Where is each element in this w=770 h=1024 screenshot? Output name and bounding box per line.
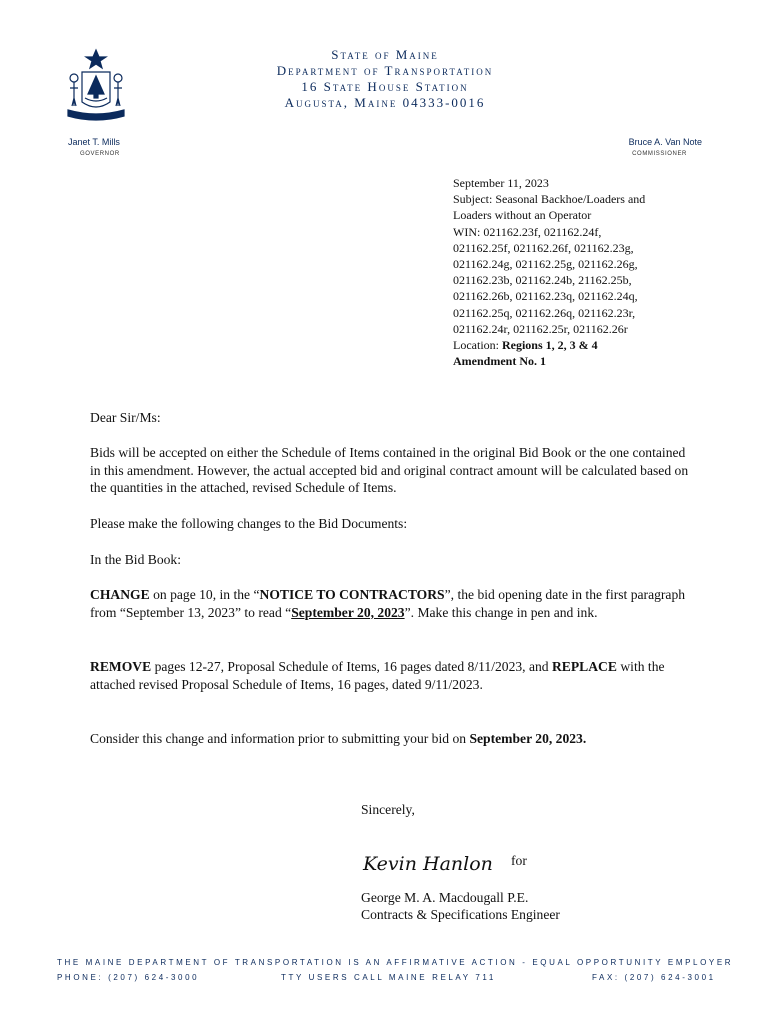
subject-block <box>453 175 713 369</box>
consider-text: Consider this change and information prior to submitting your bid on <box>90 731 470 746</box>
consider-date: September 20, 2023. <box>469 731 587 746</box>
win-line: 021162.26b, 021162.23q, 021162.24q, <box>453 289 638 304</box>
win-line: 021162.25q, 021162.26q, 021162.23r, <box>453 305 636 320</box>
remove-keyword: REMOVE <box>90 659 152 674</box>
location-line <box>453 337 713 353</box>
footer-fax: FAX: (207) 624-3001 <box>592 973 716 982</box>
governor-title: GOVERNOR <box>80 151 120 157</box>
win-line: WIN: 021162.23f, 021162.24f, <box>453 224 602 239</box>
agency-state: State of Maine <box>331 47 439 62</box>
agency-city: Augusta, Maine 04333-0016 <box>284 95 486 110</box>
agency-address <box>240 47 530 111</box>
win-line: 021162.23b, 021162.24b, 21162.25b, <box>453 273 632 288</box>
remove-text: with the attached revised Proposal Schedule of Items, 16 pages, dated 9/11/2023. <box>90 659 665 692</box>
location-value: Regions 1, 2, 3 & 4 <box>501 338 598 353</box>
agency-station: 16 State House Station <box>301 79 469 94</box>
bids-paragraph: Bids will be accepted on either the Schedule of Items contained in the original Bid Book or the one contained in this amendment. However, the actual accepted bid and original contract amount will be calculated based on the quantities in the attached, revised Schedule of Items. <box>90 445 689 495</box>
footer-phone: PHONE: (207) 624-3000 <box>57 973 200 982</box>
amendment-line <box>453 353 713 369</box>
win-line: 021162.25f, 021162.26f, 021162.23g, <box>453 240 634 255</box>
change-text: ”. Make this change in pen and ink. <box>404 604 598 620</box>
win-line: 021162.24r, 021162.25r, 021162.26r <box>453 321 628 336</box>
commissioner-title: COMMISSIONER <box>632 151 687 157</box>
consider-paragraph <box>90 730 690 748</box>
subject-line: Subject: Seasonal Backhoe/Loaders and <box>453 192 646 207</box>
amendment-number: Amendment No. 1 <box>453 354 546 369</box>
commissioner-name: Bruce A. Van Note <box>628 137 702 147</box>
remove-text: pages 12-27, Proposal Schedule of Items, 16 pages dated 8/11/2023, and <box>151 659 552 674</box>
change-text: on page 10, in the “ <box>149 587 260 602</box>
replace-keyword: REPLACE <box>551 659 617 674</box>
handwritten-signature <box>359 846 509 878</box>
signer-title: Contracts & Specifications Engineer <box>361 907 560 922</box>
notice-title: NOTICE TO CONTRACTORS <box>259 587 445 602</box>
change-paragraph <box>90 586 690 621</box>
closing-sincerely: Sincerely, <box>361 802 415 817</box>
changes-intro: Please make the following changes to the Bid Documents: <box>90 516 408 531</box>
location-label: Location: <box>453 338 502 353</box>
subject-line: Loaders without an Operator <box>453 208 592 223</box>
signature-text: Kevin Hanlon <box>363 853 493 875</box>
governor-name: Janet T. Mills <box>68 137 120 147</box>
new-bid-date: September 20, 2023 <box>291 604 405 620</box>
signer-block <box>361 889 560 923</box>
win-line: 021162.24g, 021162.25g, 021162.26g, <box>453 257 638 272</box>
salutation: Dear Sir/Ms: <box>90 410 161 425</box>
maine-state-seal-icon <box>64 48 128 124</box>
change-keyword: CHANGE <box>90 587 150 602</box>
remove-paragraph <box>90 658 690 693</box>
footer-equal-opportunity: THE MAINE DEPARTMENT OF TRANSPORTATION IS AN AFFIRMATIVE ACTION - EQUAL OPPORTUNITY EMPLOYER <box>57 958 734 967</box>
signer-name: George M. A. Macdougall P.E. <box>361 890 529 905</box>
letter-date: September 11, 2023 <box>453 176 549 190</box>
agency-department: Department of Transportation <box>276 63 494 78</box>
footer-tty: TTY USERS CALL MAINE RELAY 711 <box>281 973 496 982</box>
signature-for: for <box>511 853 527 868</box>
bid-book-heading: In the Bid Book: <box>90 552 182 567</box>
change-text: ”, the bid opening date in the first paragraph from “September 13, 2023” to read “ <box>90 587 686 620</box>
